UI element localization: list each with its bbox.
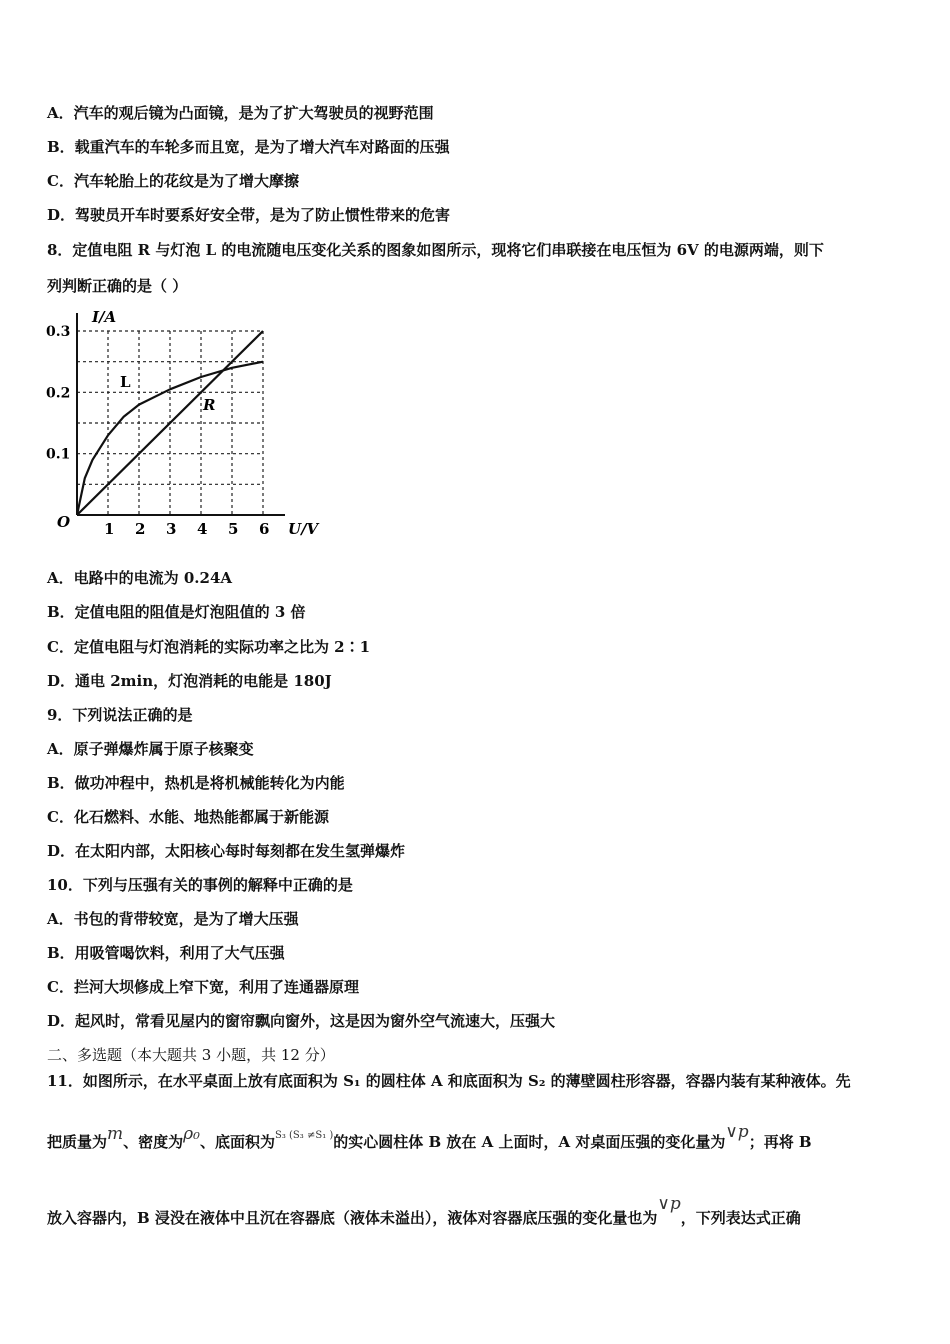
q8-stem-line2: 列判断正确的是（ ） <box>47 277 188 295</box>
y-tick-label: 0.1 <box>46 446 71 463</box>
q8-stem-line1: 8．定值电阻 R 与灯泡 L 的电流随电压变化关系的图象如图所示，现将它们串联接在电压恒为 6V 的电源两端，则下 <box>47 241 824 259</box>
series-label-r: R <box>203 396 216 414</box>
q8-option-a: A．电路中的电流为 0.24A <box>47 569 233 587</box>
q8-option-d: D．通电 2min，灯泡消耗的电能是 180J <box>47 672 332 690</box>
y-axis-label: I/A <box>92 308 117 326</box>
q10-option-c: C．拦河大坝修成上窄下宽，利用了连通器原理 <box>47 978 359 996</box>
q11-text: 把质量为 <box>47 1133 108 1151</box>
q9-stem: 9．下列说法正确的是 <box>47 706 193 724</box>
x-tick-label: 3 <box>166 520 177 538</box>
q11-text: 放入容器内，B 浸没在液体中且沉在容器底（液体未溢出），液体对容器底压强的变化量也为 <box>47 1209 658 1227</box>
q11-text: 、底面积为 <box>199 1133 275 1151</box>
q11-line2 <box>47 1122 812 1155</box>
q11-text: ；再将 B <box>748 1133 812 1151</box>
x-axis-label: U/V <box>288 520 319 538</box>
q10-option-a: A．书包的背带较宽，是为了增大压强 <box>47 910 299 928</box>
q10-stem: 10．下列与压强有关的事例的解释中正确的是 <box>47 876 353 894</box>
q11-text: ，下列表达式正确 <box>680 1209 801 1227</box>
origin-label: O <box>57 513 71 531</box>
iu-graph <box>40 305 340 550</box>
q9-option-b: B．做功冲程中，热机是将机械能转化为内能 <box>47 774 345 792</box>
x-tick-label: 5 <box>228 520 239 538</box>
x-tick-label: 1 <box>104 520 115 538</box>
pressure-change-symbol: ∨p <box>725 1122 749 1142</box>
y-tick-label: 0.3 <box>46 324 71 340</box>
q11-text: 、密度为 <box>123 1133 184 1151</box>
mass-symbol: m <box>107 1124 124 1144</box>
q11-line1: 11．如图所示，在水平桌面上放有底面积为 S₁ 的圆柱体 A 和底面积为 S₂ 的薄壁圆柱形容器，容器内装有某种液体。先 <box>47 1072 851 1090</box>
q9-option-a: A．原子弹爆炸属于原子核聚变 <box>47 740 254 758</box>
q7-option-b: B．载重汽车的车轮多而且宽，是为了增大汽车对路面的压强 <box>47 138 450 156</box>
q10-option-b: B．用吸管喝饮料，利用了大气压强 <box>47 944 285 962</box>
pressure-change-symbol: ∨p <box>657 1194 681 1214</box>
x-tick-label: 6 <box>259 520 270 538</box>
section-heading: 二、多选题（本大题共 3 小题，共 12 分） <box>47 1046 335 1064</box>
q11-line3 <box>47 1194 801 1228</box>
q9-option-d: D．在太阳内部，太阳核心每时每刻都在发生氢弹爆炸 <box>47 842 406 860</box>
q7-option-c: C．汽车轮胎上的花纹是为了增大摩擦 <box>47 172 299 190</box>
y-tick-label: 0.2 <box>46 385 71 402</box>
q10-option-d: D．起风时，常看见屋内的窗帘飘向窗外，这是因为窗外空气流速大，压强大 <box>47 1012 556 1030</box>
x-tick-label: 4 <box>197 520 208 538</box>
area-expression: S₃ (S₃ ≠S₁ ) <box>274 1130 334 1141</box>
q7-option-a: A．汽车的观后镜为凸面镜，是为了扩大驾驶员的视野范围 <box>47 104 434 122</box>
q11-text: 的实心圆柱体 B 放在 A 上面时，A 对桌面压强的变化量为 <box>333 1133 726 1151</box>
q9-option-c: C．化石燃料、水能、地热能都属于新能源 <box>47 808 329 826</box>
x-tick-label: 2 <box>135 520 146 538</box>
q8-option-c: C．定值电阻与灯泡消耗的实际功率之比为 2∶1 <box>47 638 371 656</box>
series-line-l <box>77 362 263 515</box>
series-label-l: L <box>120 373 131 391</box>
q7-option-d: D．驾驶员开车时要系好安全带，是为了防止惯性带来的危害 <box>47 206 451 224</box>
density-symbol: ρ₀ <box>183 1124 200 1144</box>
q8-option-b: B．定值电阻的阻值是灯泡阻值的 3 倍 <box>47 603 306 621</box>
